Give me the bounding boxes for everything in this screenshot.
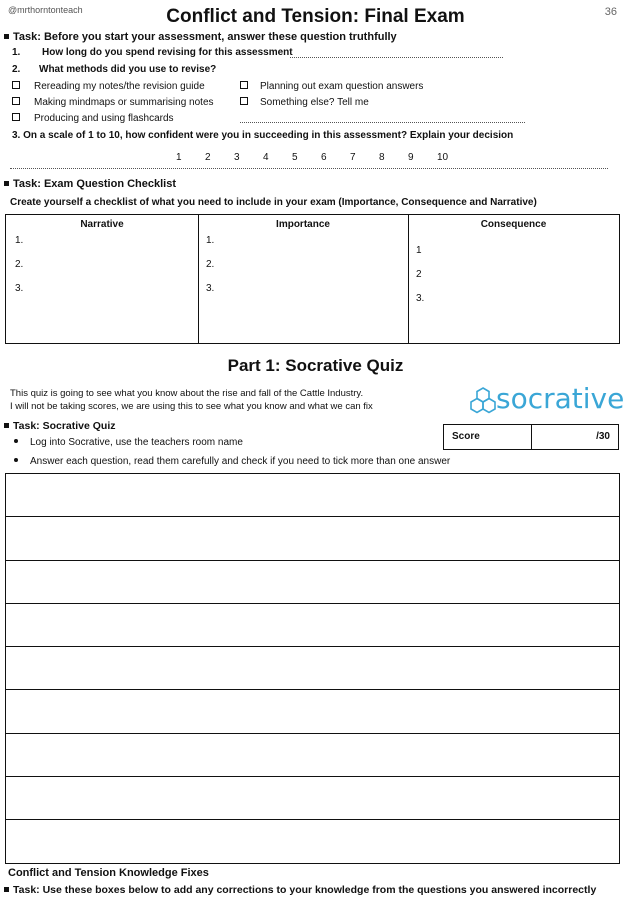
bullet-login: Log into Socrative, use the teachers room name — [14, 437, 243, 448]
column-header-narrative: Narrative — [80, 219, 124, 230]
narrative-item-3[interactable]: 3. — [15, 283, 24, 294]
checklist-task: Task: Exam Question Checklist — [4, 178, 176, 190]
square-bullet-icon — [4, 181, 9, 186]
option-planning[interactable]: Planning out exam question answers — [240, 81, 423, 92]
score-label: Score — [452, 431, 480, 442]
square-bullet-icon — [4, 887, 9, 892]
consequence-item-1[interactable]: 1 — [416, 245, 422, 256]
score-value[interactable]: /30 — [596, 431, 610, 442]
answer-line-something-else[interactable] — [240, 122, 525, 123]
page-title: Conflict and Tension: Final Exam — [166, 6, 465, 27]
narrative-item-1[interactable]: 1. — [15, 235, 24, 246]
narrative-item-2[interactable]: 2. — [15, 259, 24, 270]
answer-box-6[interactable] — [6, 690, 619, 733]
option-something-else[interactable]: Something else? Tell me — [240, 97, 369, 108]
option-rereading[interactable]: Rereading my notes/the revision guide — [12, 81, 205, 92]
square-bullet-icon — [4, 423, 9, 428]
answer-box-9[interactable] — [6, 820, 619, 862]
checklist-table — [5, 214, 620, 344]
scale-2[interactable]: 2 — [205, 152, 211, 163]
importance-item-1[interactable]: 1. — [206, 235, 215, 246]
checkbox-icon[interactable] — [240, 97, 248, 105]
answer-line-q1[interactable] — [290, 57, 503, 58]
scale-10[interactable]: 10 — [437, 152, 449, 163]
knowledge-fixes-title: Conflict and Tension Knowledge Fixes — [8, 867, 209, 879]
answer-boxes — [5, 473, 620, 864]
socrative-task: Task: Socrative Quiz — [4, 420, 116, 432]
answer-box-7[interactable] — [6, 734, 619, 777]
scale-3[interactable]: 3 — [234, 152, 240, 163]
section-heading-part1: Part 1: Socrative Quiz — [227, 356, 404, 375]
option-flashcards[interactable]: Producing and using flashcards — [12, 113, 174, 124]
score-divider — [531, 425, 532, 449]
consequence-item-2[interactable]: 2 — [416, 269, 422, 280]
square-bullet-icon — [4, 34, 9, 39]
answer-box-4[interactable] — [6, 604, 619, 647]
question-2: 2. What methods did you use to revise? — [12, 64, 217, 75]
importance-item-2[interactable]: 2. — [206, 259, 215, 270]
option-mindmaps[interactable]: Making mindmaps or summarising notes — [12, 97, 214, 108]
scale-1[interactable]: 1 — [176, 152, 182, 163]
answer-box-8[interactable] — [6, 777, 619, 820]
scale-9[interactable]: 9 — [408, 152, 414, 163]
bullet-icon — [14, 458, 18, 462]
column-divider — [198, 215, 199, 343]
answer-line-q3[interactable] — [10, 168, 608, 169]
scale-7[interactable]: 7 — [350, 152, 356, 163]
question-3: 3. On a scale of 1 to 10, how confident were you in succeeding in this assessment? Explain your decision — [12, 130, 514, 141]
checkbox-icon[interactable] — [12, 97, 20, 105]
scale-4[interactable]: 4 — [263, 152, 269, 163]
importance-item-3[interactable]: 3. — [206, 283, 215, 294]
scale-8[interactable]: 8 — [379, 152, 385, 163]
answer-box-1[interactable] — [6, 474, 619, 517]
score-box — [443, 424, 619, 450]
author-handle: @mrthorntonteach — [8, 5, 83, 15]
column-header-importance: Importance — [276, 219, 330, 230]
socrative-logo: socrative — [470, 382, 624, 415]
answer-box-5[interactable] — [6, 647, 619, 690]
consequence-item-3[interactable]: 3. — [416, 293, 425, 304]
pre-assessment-task: Task: Before you start your assessment, answer these question truthfully — [4, 31, 397, 43]
answer-box-2[interactable] — [6, 517, 619, 560]
answer-box-3[interactable] — [6, 561, 619, 604]
checkbox-icon[interactable] — [12, 113, 20, 121]
checkbox-icon[interactable] — [240, 81, 248, 89]
column-divider — [408, 215, 409, 343]
column-header-consequence: Consequence — [480, 219, 547, 230]
page-number: 36 — [604, 6, 617, 18]
scale-5[interactable]: 5 — [292, 152, 298, 163]
socrative-hexagon-icon — [470, 386, 496, 414]
intro-line-1: This quiz is going to see what you know about the rise and fall of the Cattle Industry. — [10, 388, 364, 399]
question-1: 1. How long do you spend revising for this assessment — [12, 47, 293, 58]
bullet-answer: Answer each question, read them carefully and check if you need to tick more than one answer — [14, 456, 450, 467]
knowledge-fixes-task: Task: Use these boxes below to add any corrections to your knowledge from the questions you answered incorrectly — [4, 884, 596, 896]
confidence-scale[interactable] — [176, 147, 466, 165]
bullet-icon — [14, 439, 18, 443]
scale-6[interactable]: 6 — [321, 152, 327, 163]
checklist-instruction: Create yourself a checklist of what you need to include in your exam (Importance, Consequence and Narrative) — [10, 197, 537, 208]
intro-line-2: I will not be taking scores, we are using this to see what you know and what we can fix — [10, 401, 373, 412]
checkbox-icon[interactable] — [12, 81, 20, 89]
